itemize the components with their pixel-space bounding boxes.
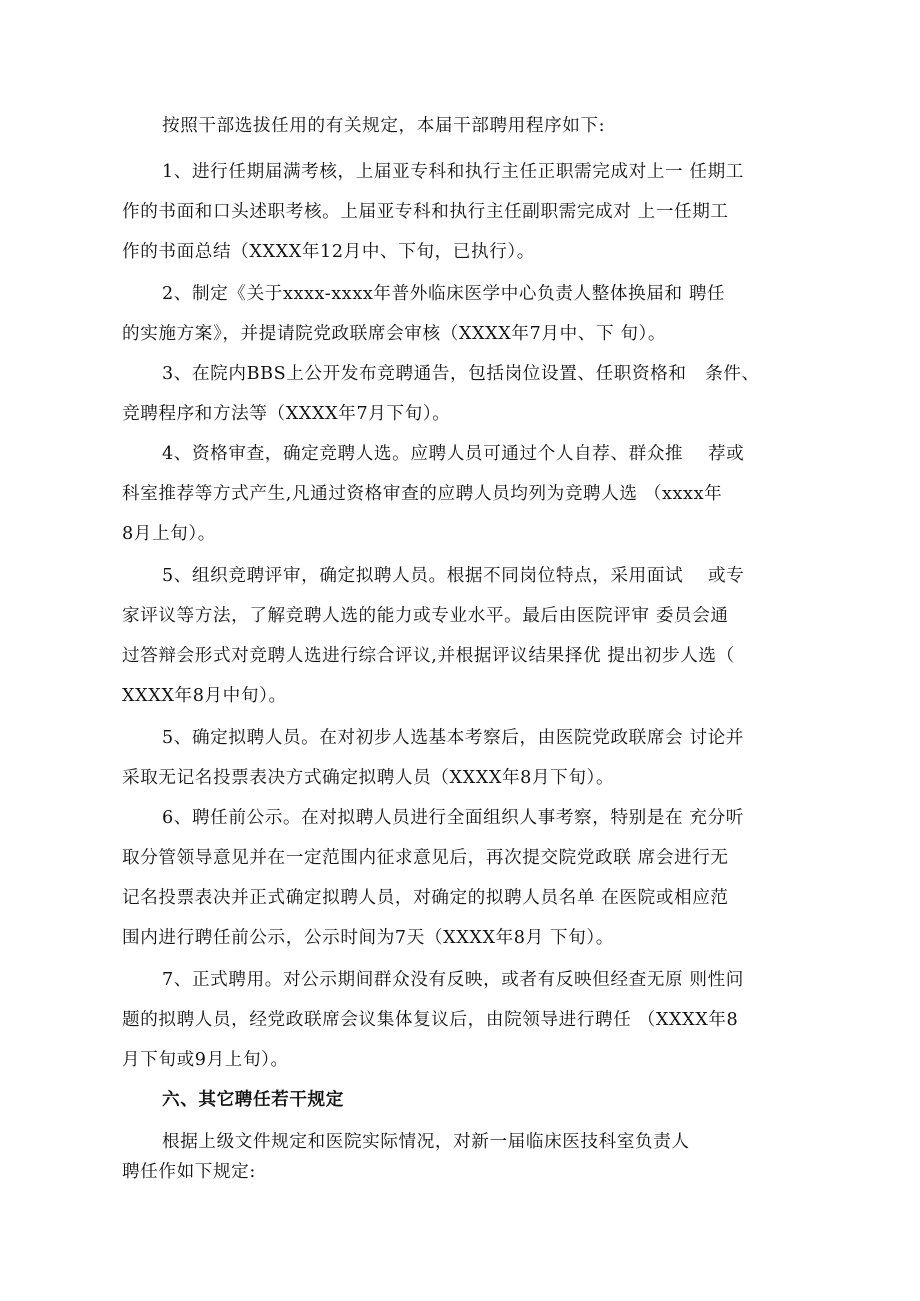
item-1-line-3: 作的书面总结（XXXX年12月中、下旬，已执行）。 [122, 242, 535, 262]
item-4-line-3: 8月上旬）。 [122, 524, 216, 544]
closing-line-2: 聘任作如下规定: [122, 1162, 256, 1182]
item-5a-line-4: XXXX年8月中旬）。 [122, 686, 287, 706]
item-5b-line-2: 采取无记名投票表决方式确定拟聘人员（XXXX年8月下旬）。 [122, 768, 615, 788]
item-6-line-2: 取分管领导意见并在一定范围内征求意见后，再次提交院党政联 席会进行无 [122, 848, 729, 868]
item-1-line-1: 1、进行任期届满考核，上届亚专科和执行主任正职需完成对上一 任期工 [162, 162, 744, 182]
closing-line-1: 根据上级文件规定和医院实际情况，对新一届临床医技科室负责人 [162, 1132, 690, 1152]
item-1-line-2: 作的书面和口头述职考核。上届亚专科和执行主任副职需完成对 上一任期工 [122, 202, 729, 222]
item-6-line-3: 记名投票表决并正式确定拟聘人员，对确定的拟聘人员名单 在医院或相应范 [122, 888, 729, 908]
item-7-line-2: 题的拟聘人员，经党政联席会议集体复议后，由院领导进行聘任 （XXXX年8 [122, 1010, 739, 1030]
item-7-line-1: 7、正式聘用。对公示期间群众没有反映，或者有反映但经查无原 则性问 [162, 970, 744, 990]
item-3-line-1: 3、在院内BBS上公开发布竞聘通告，包括岗位设置、任职资格和 条件、 [162, 364, 760, 384]
item-5a-line-2: 家评议等方法，了解竞聘人选的能力或专业水平。最后由医院评审 委员会通 [122, 606, 729, 626]
item-7-line-3: 月下旬或9月上旬）。 [122, 1050, 289, 1070]
item-5a-line-3: 过答辩会形式对竞聘人选进行综合评议,并根据评议结果择优 提出初步人选（ [122, 646, 735, 666]
item-5a-line-1: 5、组织竞聘评审，确定拟聘人员。根据不同岗位特点，采用面试 或专 [162, 566, 745, 586]
section-heading: 六、其它聘任若干规定 [162, 1090, 344, 1110]
item-6-line-1: 6、聘任前公示。在对拟聘人员进行全面组织人事考察，特别是在 充分听 [162, 808, 744, 828]
intro-paragraph: 按照干部选拔任用的有关规定，本届干部聘用程序如下: [162, 116, 606, 136]
item-6-line-4: 围内进行聘任前公示，公示时间为7天（XXXX年8月 下旬）。 [122, 928, 614, 948]
item-2-line-1: 2、制定《关于xxxx-xxxx年普外临床医学中心负责人整体换届和 聘任 [162, 284, 726, 304]
item-4-line-1: 4、资格审查，确定竞聘人选。应聘人员可通过个人自荐、群众推 荐或 [162, 444, 745, 464]
item-5b-line-1: 5、确定拟聘人员。在对初步人选基本考察后，由医院党政联席会 讨论并 [162, 728, 744, 748]
item-3-line-2: 竞聘程序和方法等（XXXX年7月下旬）。 [122, 404, 451, 424]
item-4-line-2: 科室推荐等方式产生,凡通过资格审查的应聘人员均列为竞聘人选 （xxxx年 [122, 484, 723, 504]
item-2-line-2: 的实施方案》，并提请院党政联席会审核（XXXX年7月中、下 旬）。 [122, 324, 667, 344]
